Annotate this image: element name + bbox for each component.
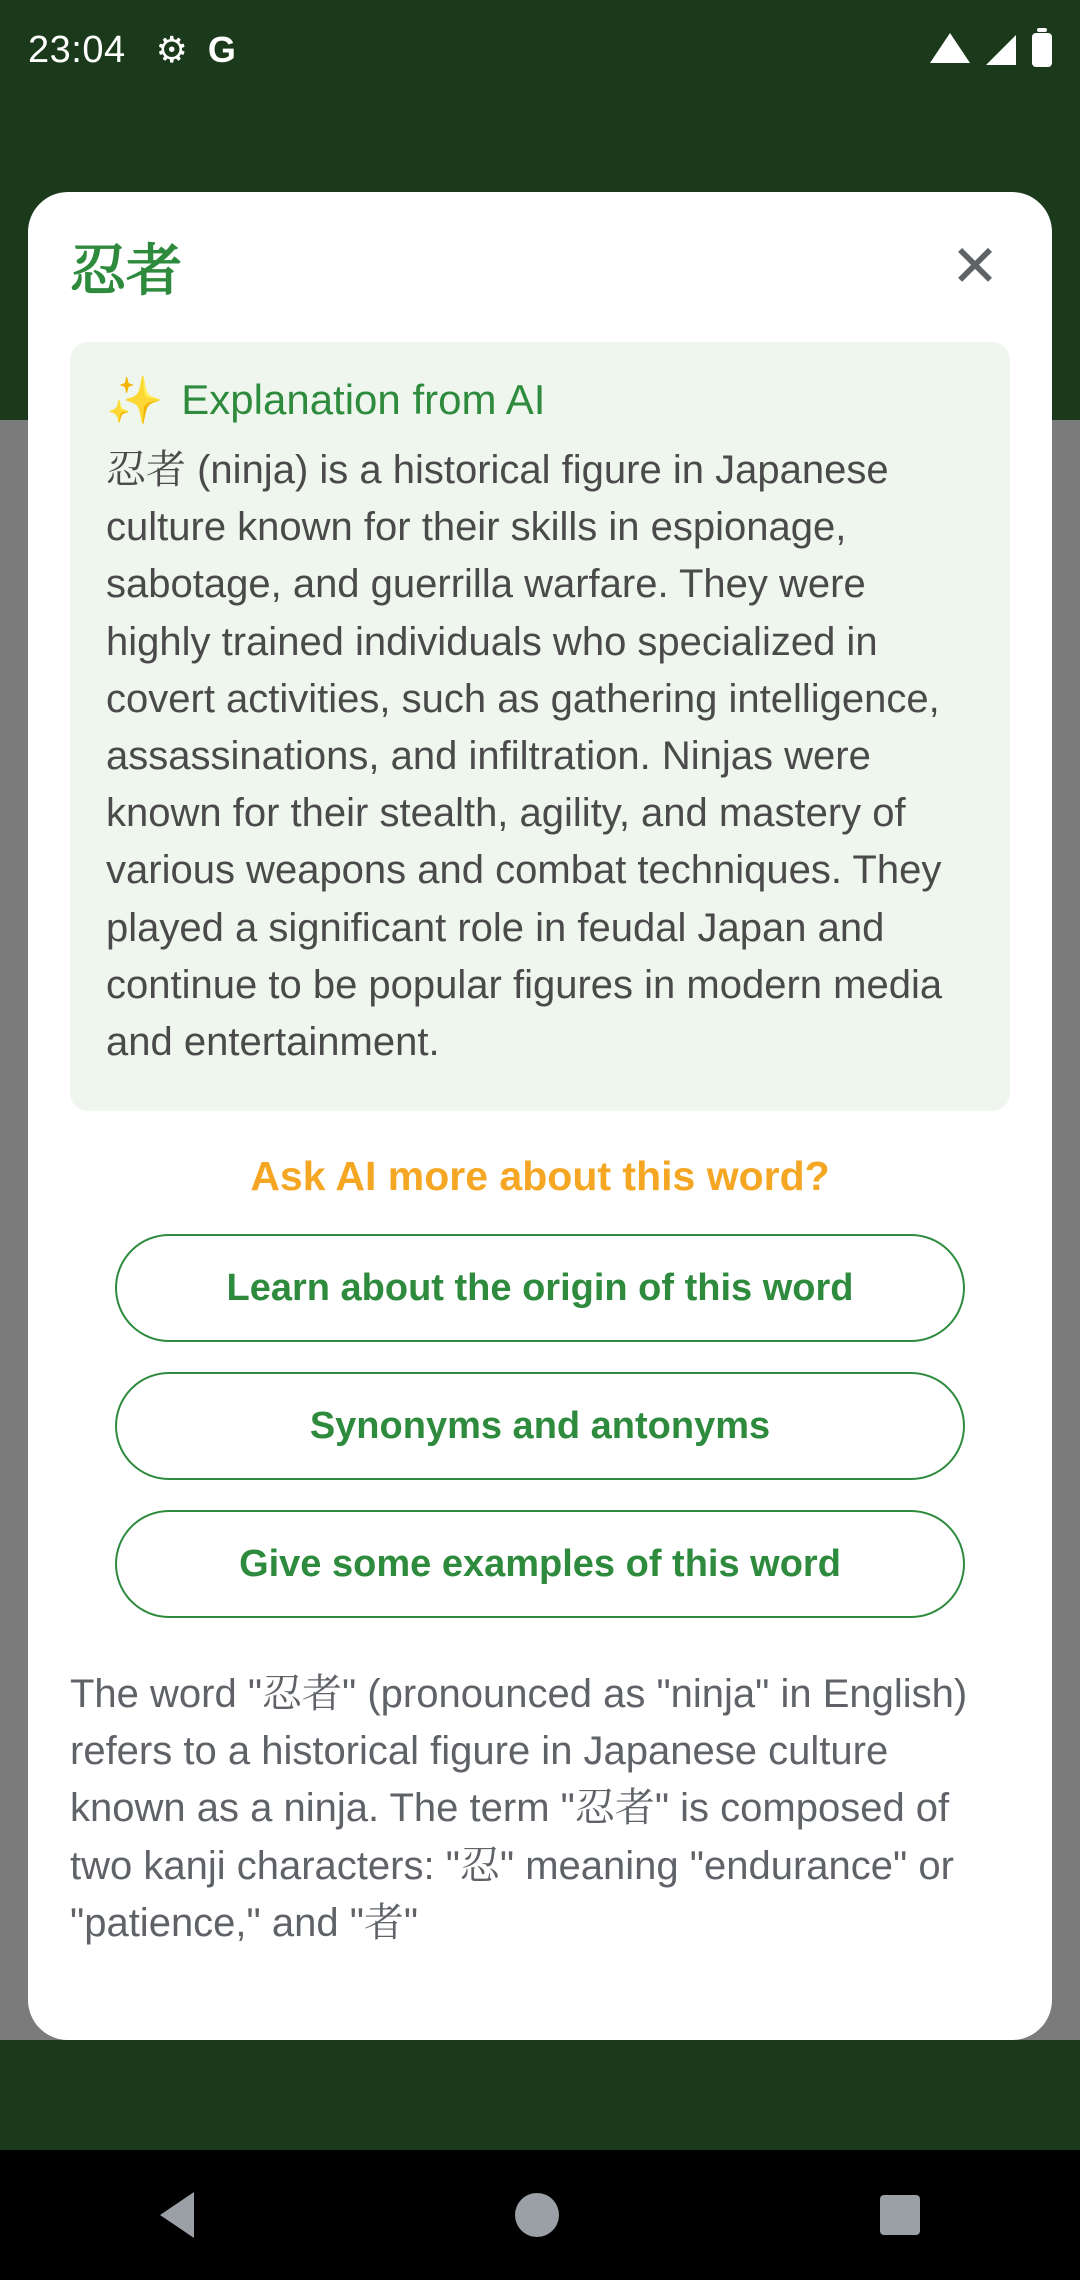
status-bar xyxy=(0,0,1080,100)
status-right-icons xyxy=(930,33,1052,67)
battery-icon xyxy=(1032,33,1052,67)
gear-icon: ⚙ xyxy=(155,29,188,70)
signal-icon xyxy=(986,35,1016,65)
status-clock: 23:04 xyxy=(28,28,126,71)
home-icon[interactable] xyxy=(515,2193,559,2237)
system-nav-bar xyxy=(0,2150,1080,2280)
dialog-header xyxy=(28,192,1052,342)
suggestion-chip-examples[interactable]: Give some examples of this word xyxy=(115,1510,965,1618)
page-title: 忍者 xyxy=(70,239,182,302)
ai-card-header xyxy=(106,376,974,424)
status-left-icons xyxy=(155,29,236,70)
ai-answer-text: The word "忍者" (pronounced as "ninja" in English) refers to a historical figure in Japanese culture known as a ninja. The term "忍者" is composed of two kanji characters: "忍" meaning "endurance" or "patience," and "者" xyxy=(70,1672,968,1945)
ai-explanation-card xyxy=(70,342,1010,1111)
recents-icon[interactable] xyxy=(880,2195,920,2235)
suggestion-chip-synonyms[interactable]: Synonyms and antonyms xyxy=(115,1372,965,1480)
ai-card-heading: Explanation from AI xyxy=(181,376,546,423)
ask-ai-prompt-label: Ask AI more about this word? xyxy=(250,1153,830,1200)
close-icon[interactable]: ✕ xyxy=(950,234,1000,299)
ai-card-body: 忍者 (ninja) is a historical figure in Japanese culture known for their skills in espionage, sabotage, and guerrilla warfare. They were highly trained individuals who specialized in covert activities, such as gathering intelligence, assassinations, and infiltration. Ninjas were known for their stealth, agility, and mastery of various weapons and combat techniques. They played a significant role in feudal Japan and continue to be popular figures in modern media and entertainment. xyxy=(106,448,943,1064)
sparkle-icon: ✨ xyxy=(106,374,164,426)
back-icon[interactable] xyxy=(160,2192,194,2238)
google-g-icon: G xyxy=(207,29,236,70)
wifi-icon xyxy=(930,33,970,63)
suggestion-chip-origin[interactable]: Learn about the origin of this word xyxy=(115,1234,965,1342)
word-explanation-dialog xyxy=(28,192,1052,2040)
